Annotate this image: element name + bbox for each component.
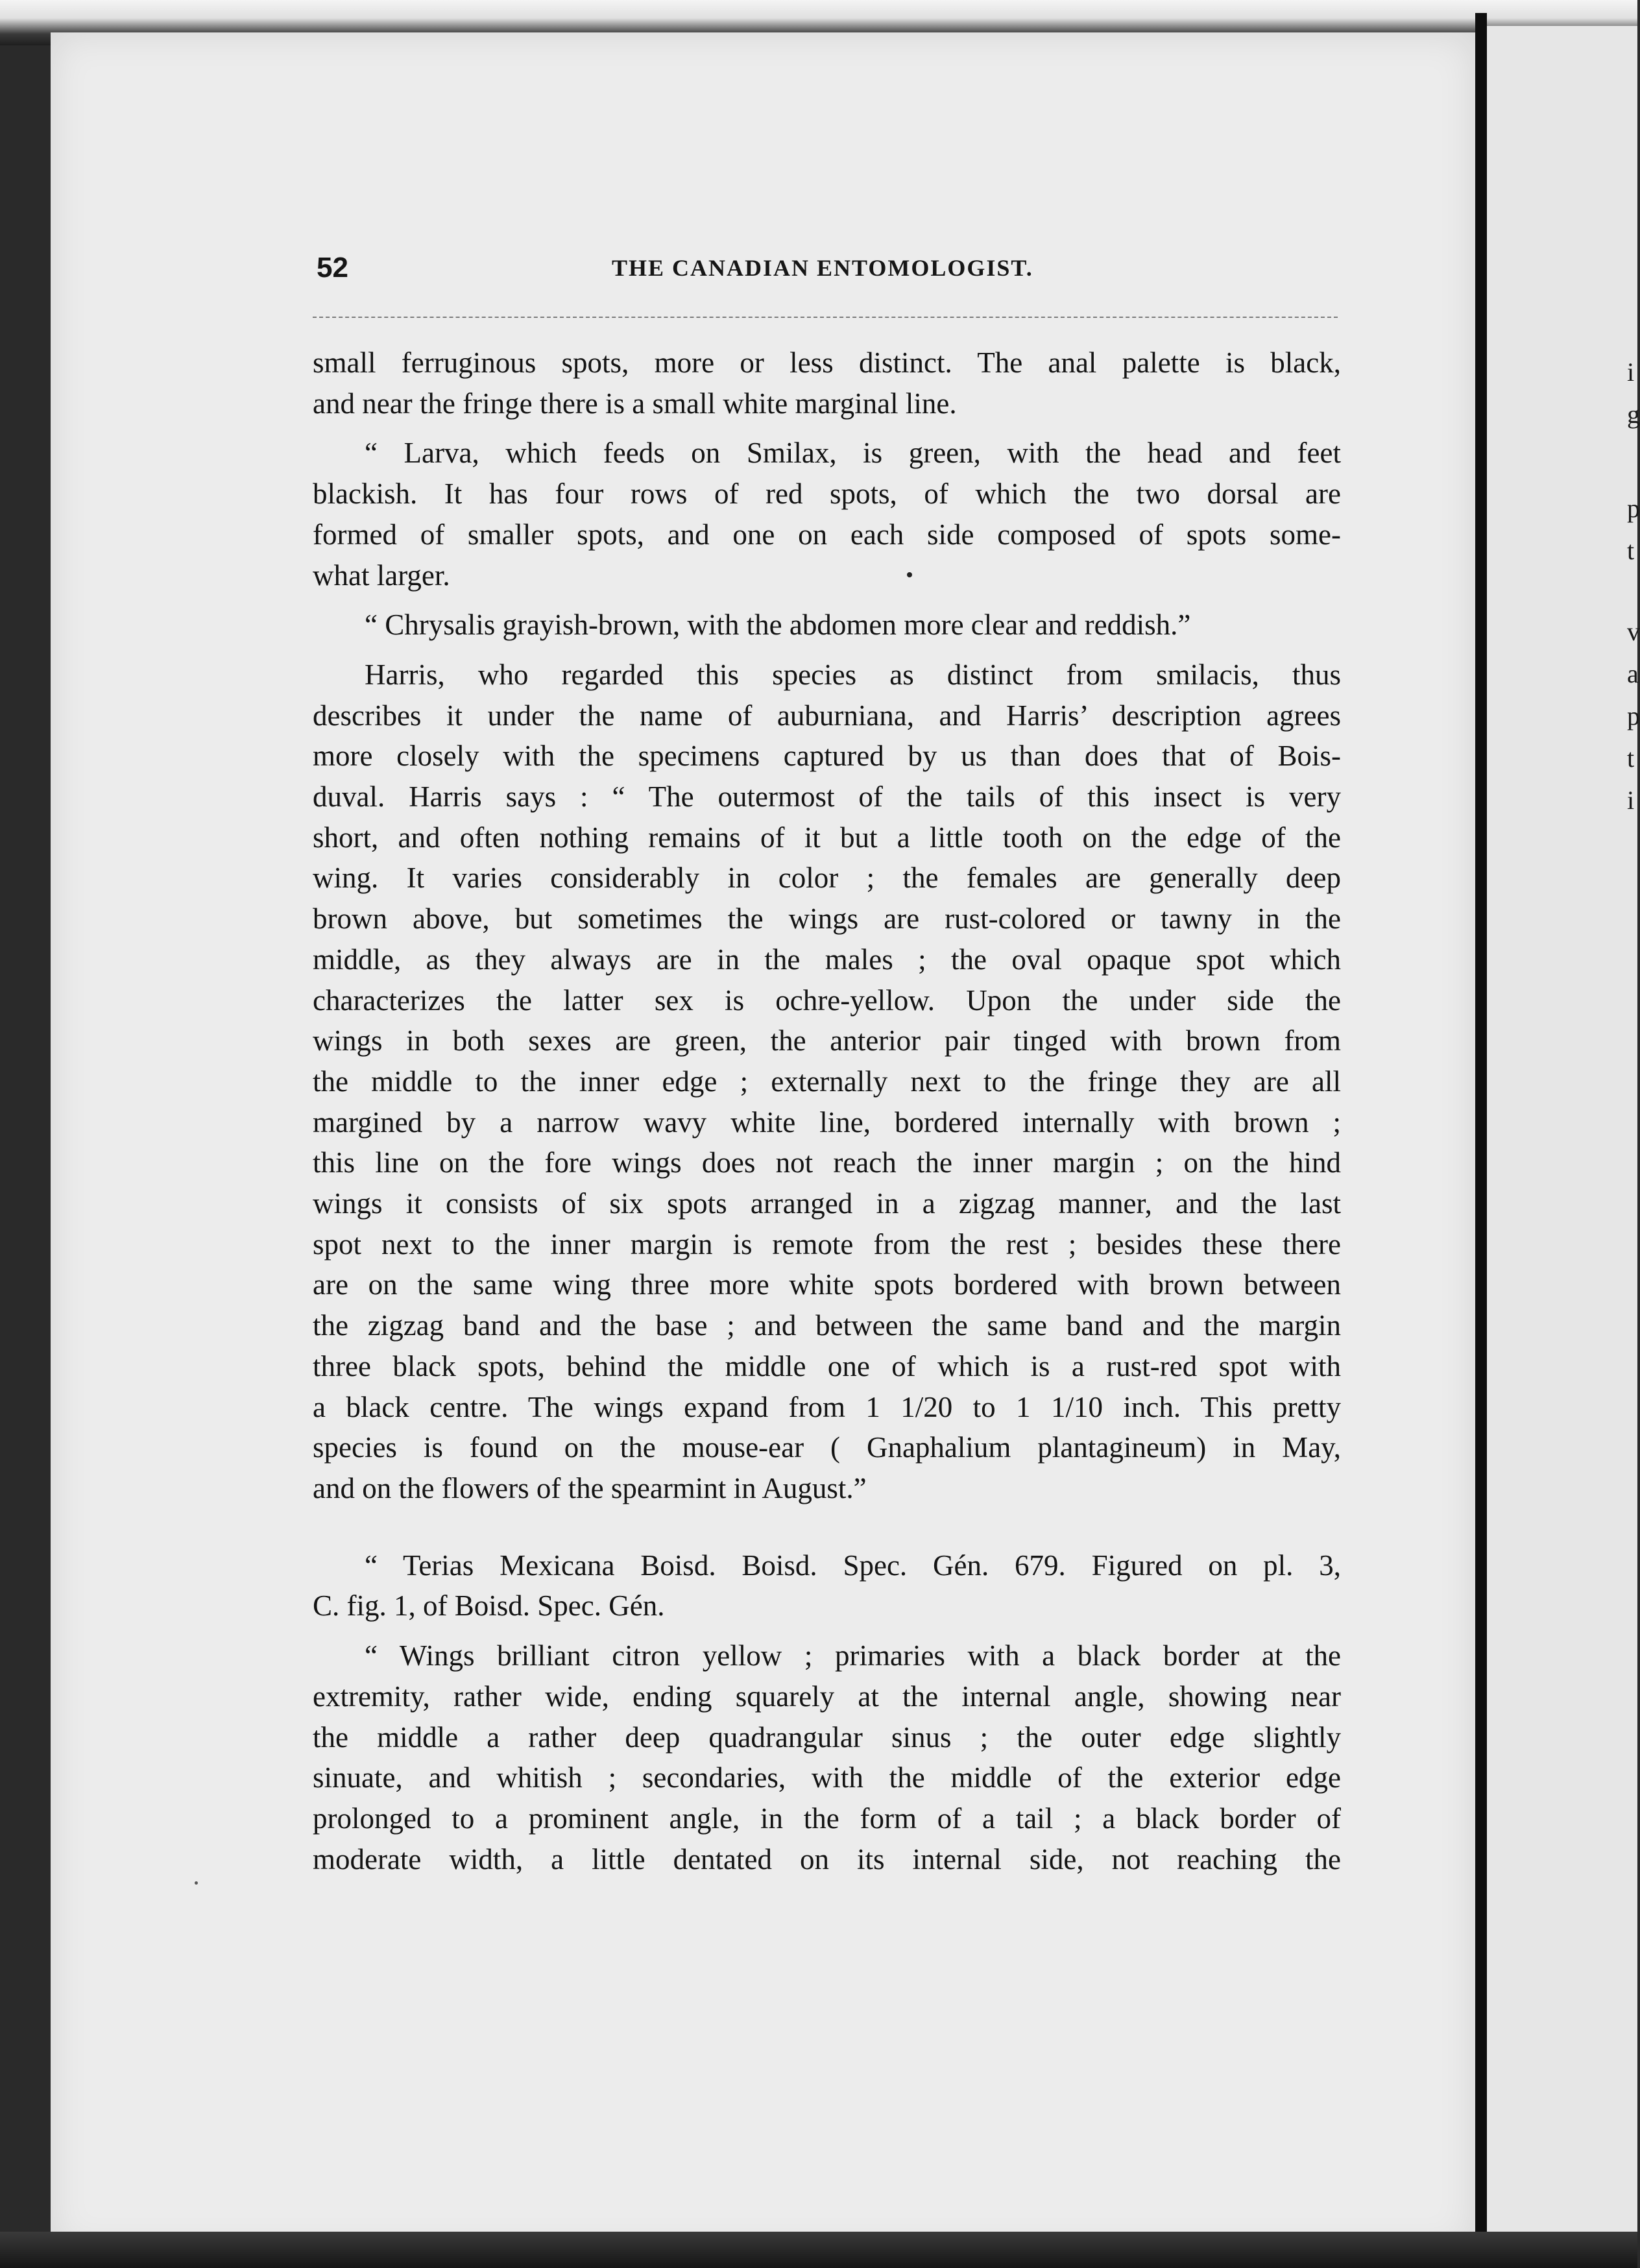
running-head (317, 252, 1342, 291)
text-line: C. fig. 1, of Boisd. Spec. Gén. (313, 1589, 665, 1623)
text-line: “ Wings brilliant citron yellow ; primaries with a black border at the (365, 1639, 1341, 1672)
paper-speck (195, 1881, 198, 1885)
next-page-fragment: t (1627, 743, 1635, 773)
next-page-fragment: a (1627, 659, 1639, 688)
next-page-fragment: i (1627, 357, 1635, 387)
text-line: “ Larva, which feeds on Smilax, is green, with the head and feet (365, 437, 1341, 470)
text-line: formed of smaller spots, and one on each side composed of spots some- (313, 518, 1341, 551)
text-line: a black centre. The wings expand from 1 1/20 to 1 1/10 inch. This pretty (313, 1390, 1341, 1423)
text-line: extremity, rather wide, ending squarely at the internal angle, showing near (313, 1680, 1341, 1713)
text-line: short, and often nothing remains of it but a little tooth on the edge of the (313, 821, 1341, 854)
header-rule (313, 317, 1338, 318)
text-line: small ferruginous spots, more or less distinct. The anal palette is black, (313, 346, 1341, 379)
text-line: sinuate, and whitish ; secondaries, with the middle of the exterior edge (313, 1761, 1341, 1794)
paragraph-larva (313, 433, 1341, 596)
next-page-fragment: v (1627, 617, 1640, 646)
page-number: 52 (317, 252, 348, 284)
next-page-fragment: g (1627, 400, 1640, 429)
scan-bottom-edge (0, 2232, 1637, 2268)
next-page-fragment: i (1627, 786, 1635, 815)
paragraph-continuation (313, 343, 1341, 424)
next-page-fragment: t (1627, 536, 1635, 565)
text-line: “ Chrysalis grayish-brown, with the abdomen more clear and reddish.” (365, 609, 1191, 642)
text-line: blackish. It has four rows of red spots, of which the two dorsal are (313, 477, 1341, 511)
text-line: characterizes the latter sex is ochre-yellow. Upon the under side the (313, 983, 1341, 1017)
next-page-fragment: p (1627, 701, 1640, 730)
text-line: and on the flowers of the spearmint in August.” (313, 1471, 867, 1504)
ink-dot (907, 572, 912, 577)
text-line: wings in both sexes are green, the anterior pair tinged with brown from (313, 1024, 1341, 1057)
text-line: the middle a rather deep quadrangular sinus ; the outer edge slightly (313, 1720, 1341, 1754)
text-line: wings it consists of six spots arranged in a zigzag manner, and the last (313, 1187, 1341, 1220)
text-line: and near the fringe there is a small white marginal line. (313, 387, 957, 420)
text-line: brown above, but sometimes the wings are rust-colored or tawny in the (313, 902, 1341, 935)
text-line: describes it under the name of auburniana, and Harris’ description agrees (313, 699, 1341, 732)
body-text (313, 343, 1341, 1879)
next-page-fragment: p (1627, 494, 1640, 523)
text-line: the middle to the inner edge ; externally next to the fringe they are all (313, 1065, 1341, 1098)
book-gutter (1475, 13, 1487, 2245)
text-line: spot next to the inner margin is remote from the rest ; besides these there (313, 1227, 1341, 1261)
text-line: middle, as they always are in the males ; the oval opaque spot which (313, 943, 1341, 976)
text-line: what larger. (313, 559, 450, 592)
journal-title: THE CANADIAN ENTOMOLOGIST. (612, 255, 1033, 281)
text-line: three black spots, behind the middle one of which is a rust-red spot with (313, 1349, 1341, 1382)
text-line: more closely with the specimens captured by us than does that of Bois- (313, 740, 1341, 773)
paragraph-wings (313, 1635, 1341, 1879)
text-line: prolonged to a prominent angle, in the form of a tail ; a black border of (313, 1802, 1341, 1835)
next-page-strip (1487, 26, 1640, 2251)
text-line: this line on the fore wings does not reach the inner margin ; on the hind (313, 1146, 1341, 1179)
text-line: the zigzag band and the base ; and between the same band and the margin (313, 1309, 1341, 1342)
text-line: “ Terias Mexicana Boisd. Boisd. Spec. Gén. 679. Figured on pl. 3, (365, 1549, 1341, 1582)
text-line: duval. Harris says : “ The outermost of the tails of this insect is very (313, 780, 1341, 814)
text-line: margined by a narrow wavy white line, bordered internally with brown ; (313, 1105, 1341, 1139)
text-line: wing. It varies considerably in color ; the females are generally deep (313, 862, 1341, 895)
text-line: species is found on the mouse-ear ( Gnaphalium plantagineum) in May, (313, 1431, 1341, 1464)
text-line: are on the same wing three more white spots bordered with brown between (313, 1268, 1341, 1301)
paragraph-chrysalis (313, 605, 1341, 645)
paragraph-harris (313, 655, 1341, 1509)
text-line: Harris, who regarded this species as distinct from smilacis, thus (365, 658, 1341, 691)
paragraph-terias-heading (313, 1545, 1341, 1626)
text-line: moderate width, a little dentated on its internal side, not reaching the (313, 1842, 1341, 1876)
